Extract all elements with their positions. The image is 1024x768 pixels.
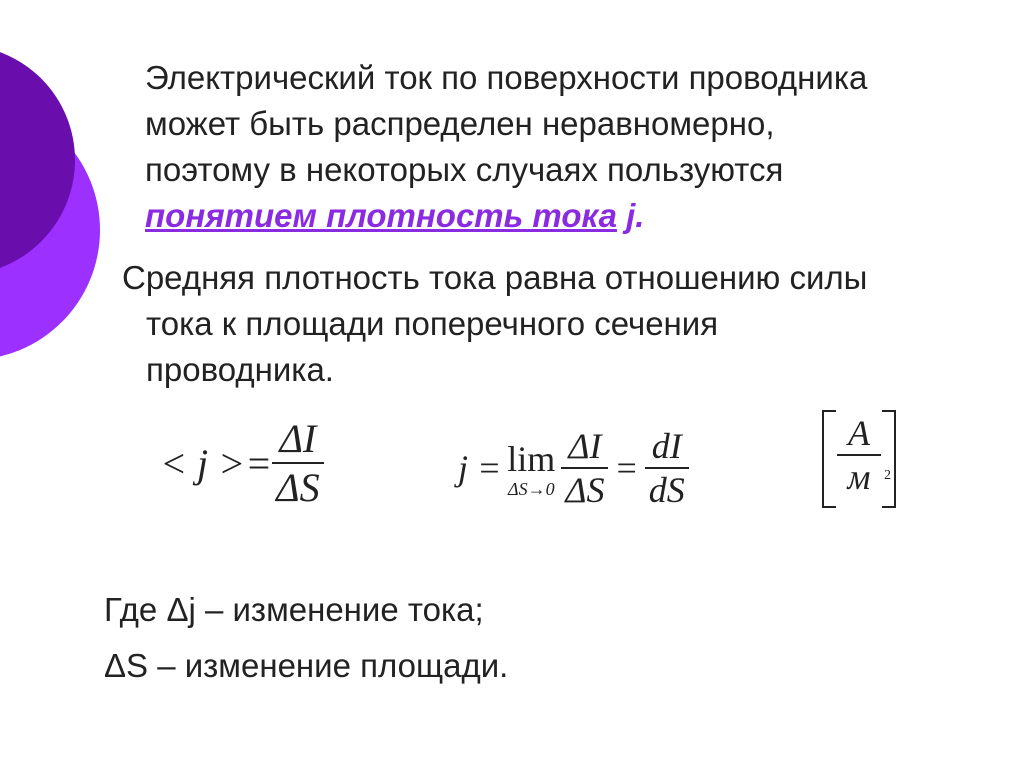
units-denominator: м bbox=[837, 454, 881, 498]
formula2-lim-text: lim bbox=[507, 439, 556, 479]
paragraph1-line4 bbox=[145, 193, 1005, 239]
paragraph2-line1: Средняя плотность тока равна отношению силы bbox=[122, 259, 868, 296]
formula2-lim-subscript: ΔS→0 bbox=[508, 479, 555, 499]
paragraph2-line3: проводника. bbox=[146, 351, 334, 388]
formula2-frac1-numerator: ΔI bbox=[568, 426, 602, 466]
paragraph-average-density bbox=[122, 255, 1002, 393]
average-density-formula bbox=[160, 415, 324, 511]
formula2-frac2-denominator: dS bbox=[645, 467, 689, 511]
current-density-symbol: j. bbox=[626, 197, 645, 234]
right-bracket bbox=[882, 410, 896, 508]
definition-delta-s: ΔS – изменение площади. bbox=[104, 647, 509, 684]
formula2-equals: = bbox=[616, 448, 637, 488]
formula1-lhs: < j >= bbox=[160, 440, 273, 486]
left-bracket bbox=[822, 410, 836, 508]
paragraph1-line1: Электрический ток по поверхности проводника bbox=[145, 59, 868, 96]
definition-delta-j: Где Δj – изменение тока; bbox=[104, 591, 484, 628]
formula2-frac2-numerator: dI bbox=[651, 426, 682, 466]
decorative-circles bbox=[0, 0, 120, 420]
formula2-fraction1 bbox=[561, 425, 608, 511]
units-exponent: 2 bbox=[884, 468, 891, 483]
limit-density-formula bbox=[458, 425, 689, 511]
definitions bbox=[104, 582, 508, 694]
current-density-term: понятием плотность тока bbox=[145, 197, 617, 234]
formula2-frac1-denominator: ΔS bbox=[561, 467, 608, 511]
units-numerator: A bbox=[848, 413, 870, 453]
formula1-numerator: ΔI bbox=[279, 416, 317, 461]
formula2-limit bbox=[507, 438, 555, 498]
units-bracket bbox=[822, 410, 896, 506]
paragraph1-line3: поэтому в некоторых случаях пользуются bbox=[145, 151, 784, 188]
formula2-fraction2 bbox=[645, 425, 689, 511]
paragraph2-line2: тока к площади поперечного сечения bbox=[146, 305, 719, 342]
formula2-lhs: j = bbox=[458, 448, 502, 488]
formula1-denominator: ΔS bbox=[272, 462, 323, 511]
units-fraction bbox=[836, 412, 882, 498]
formula1-fraction bbox=[272, 415, 323, 511]
paragraph-current-distribution bbox=[145, 55, 1005, 239]
paragraph1-line2: может быть распределен неравномерно, bbox=[145, 105, 775, 142]
